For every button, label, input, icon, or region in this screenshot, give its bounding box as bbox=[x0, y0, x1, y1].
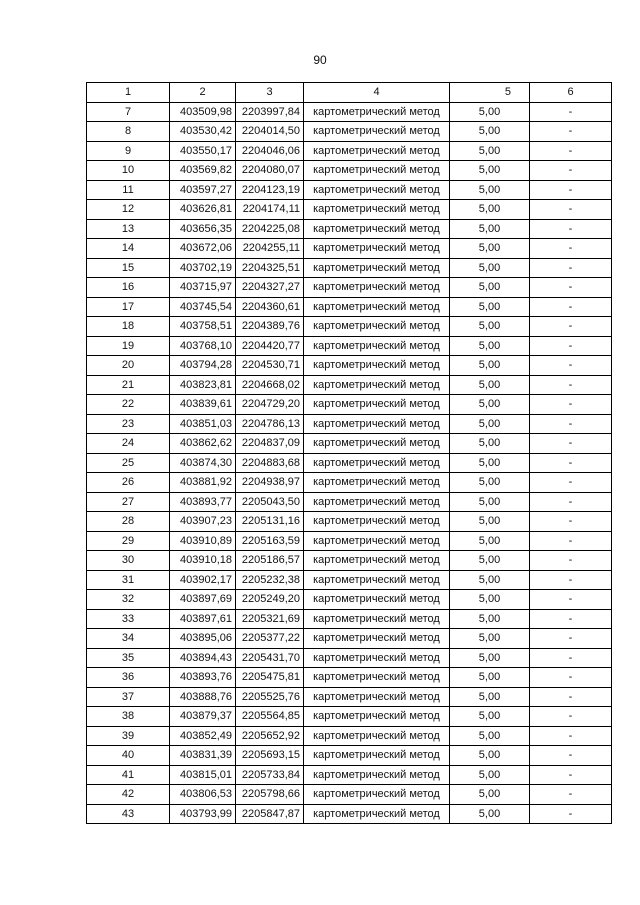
x-coordinate-cell: 403815,01 bbox=[170, 765, 236, 785]
table-row bbox=[87, 297, 612, 317]
note-cell: - bbox=[530, 239, 612, 259]
x-coordinate-cell: 403897,61 bbox=[170, 609, 236, 629]
column-header: 6 bbox=[530, 83, 612, 103]
accuracy-cell: 5,00 bbox=[450, 395, 530, 415]
point-number-cell: 26 bbox=[87, 473, 170, 493]
note-cell: - bbox=[530, 122, 612, 142]
accuracy-cell: 5,00 bbox=[450, 590, 530, 610]
accuracy-cell: 5,00 bbox=[450, 453, 530, 473]
table-row bbox=[87, 395, 612, 415]
method-cell: картометрический метод bbox=[304, 707, 450, 727]
y-coordinate-cell: 2204883,68 bbox=[236, 453, 304, 473]
method-cell: картометрический метод bbox=[304, 219, 450, 239]
accuracy-cell: 5,00 bbox=[450, 492, 530, 512]
x-coordinate-cell: 403895,06 bbox=[170, 629, 236, 649]
accuracy-cell: 5,00 bbox=[450, 746, 530, 766]
note-cell: - bbox=[530, 570, 612, 590]
accuracy-cell: 5,00 bbox=[450, 375, 530, 395]
table-row bbox=[87, 473, 612, 493]
accuracy-cell: 5,00 bbox=[450, 141, 530, 161]
note-cell: - bbox=[530, 356, 612, 376]
point-number-cell: 39 bbox=[87, 726, 170, 746]
method-cell: картометрический метод bbox=[304, 785, 450, 805]
point-number-cell: 21 bbox=[87, 375, 170, 395]
method-cell: картометрический метод bbox=[304, 200, 450, 220]
table-row bbox=[87, 122, 612, 142]
note-cell: - bbox=[530, 278, 612, 298]
method-cell: картометрический метод bbox=[304, 180, 450, 200]
note-cell: - bbox=[530, 180, 612, 200]
table-row bbox=[87, 726, 612, 746]
method-cell: картометрический метод bbox=[304, 765, 450, 785]
point-number-cell: 11 bbox=[87, 180, 170, 200]
note-cell: - bbox=[530, 590, 612, 610]
note-cell: - bbox=[530, 785, 612, 805]
method-cell: картометрический метод bbox=[304, 239, 450, 259]
method-cell: картометрический метод bbox=[304, 648, 450, 668]
x-coordinate-cell: 403879,37 bbox=[170, 707, 236, 727]
y-coordinate-cell: 2205131,16 bbox=[236, 512, 304, 532]
note-cell: - bbox=[530, 726, 612, 746]
y-coordinate-cell: 2205847,87 bbox=[236, 804, 304, 824]
note-cell: - bbox=[530, 473, 612, 493]
table-row bbox=[87, 317, 612, 337]
accuracy-cell: 5,00 bbox=[450, 648, 530, 668]
method-cell: картометрический метод bbox=[304, 687, 450, 707]
accuracy-cell: 5,00 bbox=[450, 765, 530, 785]
x-coordinate-cell: 403626,81 bbox=[170, 200, 236, 220]
x-coordinate-cell: 403881,92 bbox=[170, 473, 236, 493]
accuracy-cell: 5,00 bbox=[450, 707, 530, 727]
accuracy-cell: 5,00 bbox=[450, 317, 530, 337]
accuracy-cell: 5,00 bbox=[450, 570, 530, 590]
y-coordinate-cell: 2205564,85 bbox=[236, 707, 304, 727]
x-coordinate-cell: 403852,49 bbox=[170, 726, 236, 746]
table-row bbox=[87, 414, 612, 434]
method-cell: картометрический метод bbox=[304, 512, 450, 532]
method-cell: картометрический метод bbox=[304, 317, 450, 337]
point-number-cell: 7 bbox=[87, 102, 170, 122]
accuracy-cell: 5,00 bbox=[450, 629, 530, 649]
y-coordinate-cell: 2204255,11 bbox=[236, 239, 304, 259]
accuracy-cell: 5,00 bbox=[450, 258, 530, 278]
note-cell: - bbox=[530, 492, 612, 512]
table-row bbox=[87, 239, 612, 259]
point-number-cell: 30 bbox=[87, 551, 170, 571]
note-cell: - bbox=[530, 219, 612, 239]
accuracy-cell: 5,00 bbox=[450, 219, 530, 239]
accuracy-cell: 5,00 bbox=[450, 551, 530, 571]
y-coordinate-cell: 2205475,81 bbox=[236, 668, 304, 688]
table-row bbox=[87, 648, 612, 668]
note-cell: - bbox=[530, 317, 612, 337]
y-coordinate-cell: 2205525,76 bbox=[236, 687, 304, 707]
column-header: 3 bbox=[236, 83, 304, 103]
method-cell: картометрический метод bbox=[304, 531, 450, 551]
method-cell: картометрический метод bbox=[304, 161, 450, 181]
note-cell: - bbox=[530, 453, 612, 473]
note-cell: - bbox=[530, 297, 612, 317]
accuracy-cell: 5,00 bbox=[450, 122, 530, 142]
x-coordinate-cell: 403897,69 bbox=[170, 590, 236, 610]
table-row bbox=[87, 765, 612, 785]
method-cell: картометрический метод bbox=[304, 570, 450, 590]
column-header: 4 bbox=[304, 83, 450, 103]
y-coordinate-cell: 2204327,27 bbox=[236, 278, 304, 298]
accuracy-cell: 5,00 bbox=[450, 102, 530, 122]
point-number-cell: 10 bbox=[87, 161, 170, 181]
point-number-cell: 42 bbox=[87, 785, 170, 805]
point-number-cell: 14 bbox=[87, 239, 170, 259]
x-coordinate-cell: 403597,27 bbox=[170, 180, 236, 200]
y-coordinate-cell: 2205321,69 bbox=[236, 609, 304, 629]
y-coordinate-cell: 2204123,19 bbox=[236, 180, 304, 200]
method-cell: картометрический метод bbox=[304, 258, 450, 278]
accuracy-cell: 5,00 bbox=[450, 239, 530, 259]
x-coordinate-cell: 403910,18 bbox=[170, 551, 236, 571]
accuracy-cell: 5,00 bbox=[450, 512, 530, 532]
y-coordinate-cell: 2205043,50 bbox=[236, 492, 304, 512]
table-row bbox=[87, 590, 612, 610]
accuracy-cell: 5,00 bbox=[450, 531, 530, 551]
x-coordinate-cell: 403910,89 bbox=[170, 531, 236, 551]
y-coordinate-cell: 2205431,70 bbox=[236, 648, 304, 668]
y-coordinate-cell: 2204530,71 bbox=[236, 356, 304, 376]
method-cell: картометрический метод bbox=[304, 551, 450, 571]
point-number-cell: 32 bbox=[87, 590, 170, 610]
x-coordinate-cell: 403874,30 bbox=[170, 453, 236, 473]
note-cell: - bbox=[530, 746, 612, 766]
point-number-cell: 36 bbox=[87, 668, 170, 688]
point-number-cell: 41 bbox=[87, 765, 170, 785]
table-row bbox=[87, 512, 612, 532]
table-row bbox=[87, 258, 612, 278]
table-row bbox=[87, 785, 612, 805]
table-row bbox=[87, 141, 612, 161]
accuracy-cell: 5,00 bbox=[450, 434, 530, 454]
point-number-cell: 27 bbox=[87, 492, 170, 512]
note-cell: - bbox=[530, 531, 612, 551]
method-cell: картометрический метод bbox=[304, 122, 450, 142]
x-coordinate-cell: 403569,82 bbox=[170, 161, 236, 181]
note-cell: - bbox=[530, 414, 612, 434]
y-coordinate-cell: 2204786,13 bbox=[236, 414, 304, 434]
point-number-cell: 9 bbox=[87, 141, 170, 161]
y-coordinate-cell: 2204389,76 bbox=[236, 317, 304, 337]
point-number-cell: 8 bbox=[87, 122, 170, 142]
method-cell: картометрический метод bbox=[304, 492, 450, 512]
method-cell: картометрический метод bbox=[304, 473, 450, 493]
point-number-cell: 29 bbox=[87, 531, 170, 551]
x-coordinate-cell: 403831,39 bbox=[170, 746, 236, 766]
note-cell: - bbox=[530, 668, 612, 688]
table-row bbox=[87, 551, 612, 571]
y-coordinate-cell: 2204014,50 bbox=[236, 122, 304, 142]
table-row bbox=[87, 531, 612, 551]
y-coordinate-cell: 2204325,51 bbox=[236, 258, 304, 278]
column-header: 1 bbox=[87, 83, 170, 103]
method-cell: картометрический метод bbox=[304, 434, 450, 454]
x-coordinate-cell: 403893,77 bbox=[170, 492, 236, 512]
point-number-cell: 18 bbox=[87, 317, 170, 337]
x-coordinate-cell: 403839,61 bbox=[170, 395, 236, 415]
note-cell: - bbox=[530, 707, 612, 727]
x-coordinate-cell: 403806,53 bbox=[170, 785, 236, 805]
y-coordinate-cell: 2204938,97 bbox=[236, 473, 304, 493]
y-coordinate-cell: 2204080,07 bbox=[236, 161, 304, 181]
note-cell: - bbox=[530, 551, 612, 571]
method-cell: картометрический метод bbox=[304, 590, 450, 610]
point-number-cell: 15 bbox=[87, 258, 170, 278]
method-cell: картометрический метод bbox=[304, 746, 450, 766]
table-row bbox=[87, 336, 612, 356]
point-number-cell: 17 bbox=[87, 297, 170, 317]
x-coordinate-cell: 403893,76 bbox=[170, 668, 236, 688]
y-coordinate-cell: 2205232,38 bbox=[236, 570, 304, 590]
y-coordinate-cell: 2205249,20 bbox=[236, 590, 304, 610]
x-coordinate-cell: 403907,23 bbox=[170, 512, 236, 532]
point-number-cell: 37 bbox=[87, 687, 170, 707]
y-coordinate-cell: 2204046,06 bbox=[236, 141, 304, 161]
accuracy-cell: 5,00 bbox=[450, 804, 530, 824]
point-number-cell: 34 bbox=[87, 629, 170, 649]
y-coordinate-cell: 2204225,08 bbox=[236, 219, 304, 239]
point-number-cell: 25 bbox=[87, 453, 170, 473]
y-coordinate-cell: 2205186,57 bbox=[236, 551, 304, 571]
page-number: 90 bbox=[313, 53, 327, 67]
method-cell: картометрический метод bbox=[304, 609, 450, 629]
point-number-cell: 38 bbox=[87, 707, 170, 727]
x-coordinate-cell: 403758,51 bbox=[170, 317, 236, 337]
note-cell: - bbox=[530, 141, 612, 161]
x-coordinate-cell: 403550,17 bbox=[170, 141, 236, 161]
point-number-cell: 22 bbox=[87, 395, 170, 415]
point-number-cell: 43 bbox=[87, 804, 170, 824]
y-coordinate-cell: 2204420,77 bbox=[236, 336, 304, 356]
point-number-cell: 20 bbox=[87, 356, 170, 376]
point-number-cell: 28 bbox=[87, 512, 170, 532]
x-coordinate-cell: 403530,42 bbox=[170, 122, 236, 142]
accuracy-cell: 5,00 bbox=[450, 336, 530, 356]
note-cell: - bbox=[530, 765, 612, 785]
table-row bbox=[87, 453, 612, 473]
note-cell: - bbox=[530, 375, 612, 395]
x-coordinate-cell: 403715,97 bbox=[170, 278, 236, 298]
table-row bbox=[87, 804, 612, 824]
point-number-cell: 12 bbox=[87, 200, 170, 220]
point-number-cell: 13 bbox=[87, 219, 170, 239]
x-coordinate-cell: 403888,76 bbox=[170, 687, 236, 707]
table-row bbox=[87, 356, 612, 376]
method-cell: картометрический метод bbox=[304, 726, 450, 746]
table-row bbox=[87, 102, 612, 122]
method-cell: картометрический метод bbox=[304, 453, 450, 473]
column-header: 5 bbox=[450, 83, 530, 103]
y-coordinate-cell: 2205798,66 bbox=[236, 785, 304, 805]
note-cell: - bbox=[530, 200, 612, 220]
point-number-cell: 23 bbox=[87, 414, 170, 434]
point-number-cell: 40 bbox=[87, 746, 170, 766]
point-number-cell: 33 bbox=[87, 609, 170, 629]
note-cell: - bbox=[530, 102, 612, 122]
note-cell: - bbox=[530, 512, 612, 532]
y-coordinate-cell: 2205693,15 bbox=[236, 746, 304, 766]
method-cell: картометрический метод bbox=[304, 141, 450, 161]
table-row bbox=[87, 434, 612, 454]
y-coordinate-cell: 2204668,02 bbox=[236, 375, 304, 395]
accuracy-cell: 5,00 bbox=[450, 278, 530, 298]
y-coordinate-cell: 2204837,09 bbox=[236, 434, 304, 454]
note-cell: - bbox=[530, 687, 612, 707]
point-number-cell: 19 bbox=[87, 336, 170, 356]
accuracy-cell: 5,00 bbox=[450, 726, 530, 746]
accuracy-cell: 5,00 bbox=[450, 473, 530, 493]
table-row bbox=[87, 570, 612, 590]
table-row bbox=[87, 707, 612, 727]
x-coordinate-cell: 403768,10 bbox=[170, 336, 236, 356]
table-row bbox=[87, 492, 612, 512]
method-cell: картометрический метод bbox=[304, 668, 450, 688]
table-row bbox=[87, 180, 612, 200]
accuracy-cell: 5,00 bbox=[450, 414, 530, 434]
point-number-cell: 24 bbox=[87, 434, 170, 454]
accuracy-cell: 5,00 bbox=[450, 180, 530, 200]
accuracy-cell: 5,00 bbox=[450, 785, 530, 805]
table-row bbox=[87, 629, 612, 649]
x-coordinate-cell: 403851,03 bbox=[170, 414, 236, 434]
method-cell: картометрический метод bbox=[304, 375, 450, 395]
x-coordinate-cell: 403793,99 bbox=[170, 804, 236, 824]
x-coordinate-cell: 403794,28 bbox=[170, 356, 236, 376]
method-cell: картометрический метод bbox=[304, 336, 450, 356]
x-coordinate-cell: 403509,98 bbox=[170, 102, 236, 122]
method-cell: картометрический метод bbox=[304, 804, 450, 824]
y-coordinate-cell: 2204729,20 bbox=[236, 395, 304, 415]
y-coordinate-cell: 2205733,84 bbox=[236, 765, 304, 785]
table-row bbox=[87, 668, 612, 688]
x-coordinate-cell: 403672,06 bbox=[170, 239, 236, 259]
y-coordinate-cell: 2204360,61 bbox=[236, 297, 304, 317]
accuracy-cell: 5,00 bbox=[450, 668, 530, 688]
method-cell: картометрический метод bbox=[304, 395, 450, 415]
note-cell: - bbox=[530, 434, 612, 454]
note-cell: - bbox=[530, 648, 612, 668]
table-row bbox=[87, 278, 612, 298]
accuracy-cell: 5,00 bbox=[450, 297, 530, 317]
note-cell: - bbox=[530, 804, 612, 824]
note-cell: - bbox=[530, 609, 612, 629]
method-cell: картометрический метод bbox=[304, 297, 450, 317]
y-coordinate-cell: 2205377,22 bbox=[236, 629, 304, 649]
accuracy-cell: 5,00 bbox=[450, 356, 530, 376]
table-body bbox=[87, 102, 612, 824]
accuracy-cell: 5,00 bbox=[450, 161, 530, 181]
y-coordinate-cell: 2205163,59 bbox=[236, 531, 304, 551]
note-cell: - bbox=[530, 258, 612, 278]
accuracy-cell: 5,00 bbox=[450, 609, 530, 629]
method-cell: картометрический метод bbox=[304, 414, 450, 434]
method-cell: картометрический метод bbox=[304, 629, 450, 649]
note-cell: - bbox=[530, 629, 612, 649]
method-cell: картометрический метод bbox=[304, 356, 450, 376]
method-cell: картометрический метод bbox=[304, 102, 450, 122]
point-number-cell: 35 bbox=[87, 648, 170, 668]
accuracy-cell: 5,00 bbox=[450, 687, 530, 707]
x-coordinate-cell: 403862,62 bbox=[170, 434, 236, 454]
accuracy-cell: 5,00 bbox=[450, 200, 530, 220]
x-coordinate-cell: 403702,19 bbox=[170, 258, 236, 278]
table-row bbox=[87, 161, 612, 181]
table-row bbox=[87, 609, 612, 629]
coordinates-table bbox=[86, 82, 612, 824]
x-coordinate-cell: 403894,43 bbox=[170, 648, 236, 668]
point-number-cell: 16 bbox=[87, 278, 170, 298]
note-cell: - bbox=[530, 161, 612, 181]
note-cell: - bbox=[530, 395, 612, 415]
table-row bbox=[87, 375, 612, 395]
table-row bbox=[87, 746, 612, 766]
table-row bbox=[87, 219, 612, 239]
table-row bbox=[87, 200, 612, 220]
note-cell: - bbox=[530, 336, 612, 356]
point-number-cell: 31 bbox=[87, 570, 170, 590]
x-coordinate-cell: 403745,54 bbox=[170, 297, 236, 317]
x-coordinate-cell: 403656,35 bbox=[170, 219, 236, 239]
table-header-row bbox=[87, 83, 612, 103]
x-coordinate-cell: 403902,17 bbox=[170, 570, 236, 590]
method-cell: картометрический метод bbox=[304, 278, 450, 298]
table-row bbox=[87, 687, 612, 707]
column-header: 2 bbox=[170, 83, 236, 103]
x-coordinate-cell: 403823,81 bbox=[170, 375, 236, 395]
y-coordinate-cell: 2204174,11 bbox=[236, 200, 304, 220]
y-coordinate-cell: 2203997,84 bbox=[236, 102, 304, 122]
y-coordinate-cell: 2205652,92 bbox=[236, 726, 304, 746]
